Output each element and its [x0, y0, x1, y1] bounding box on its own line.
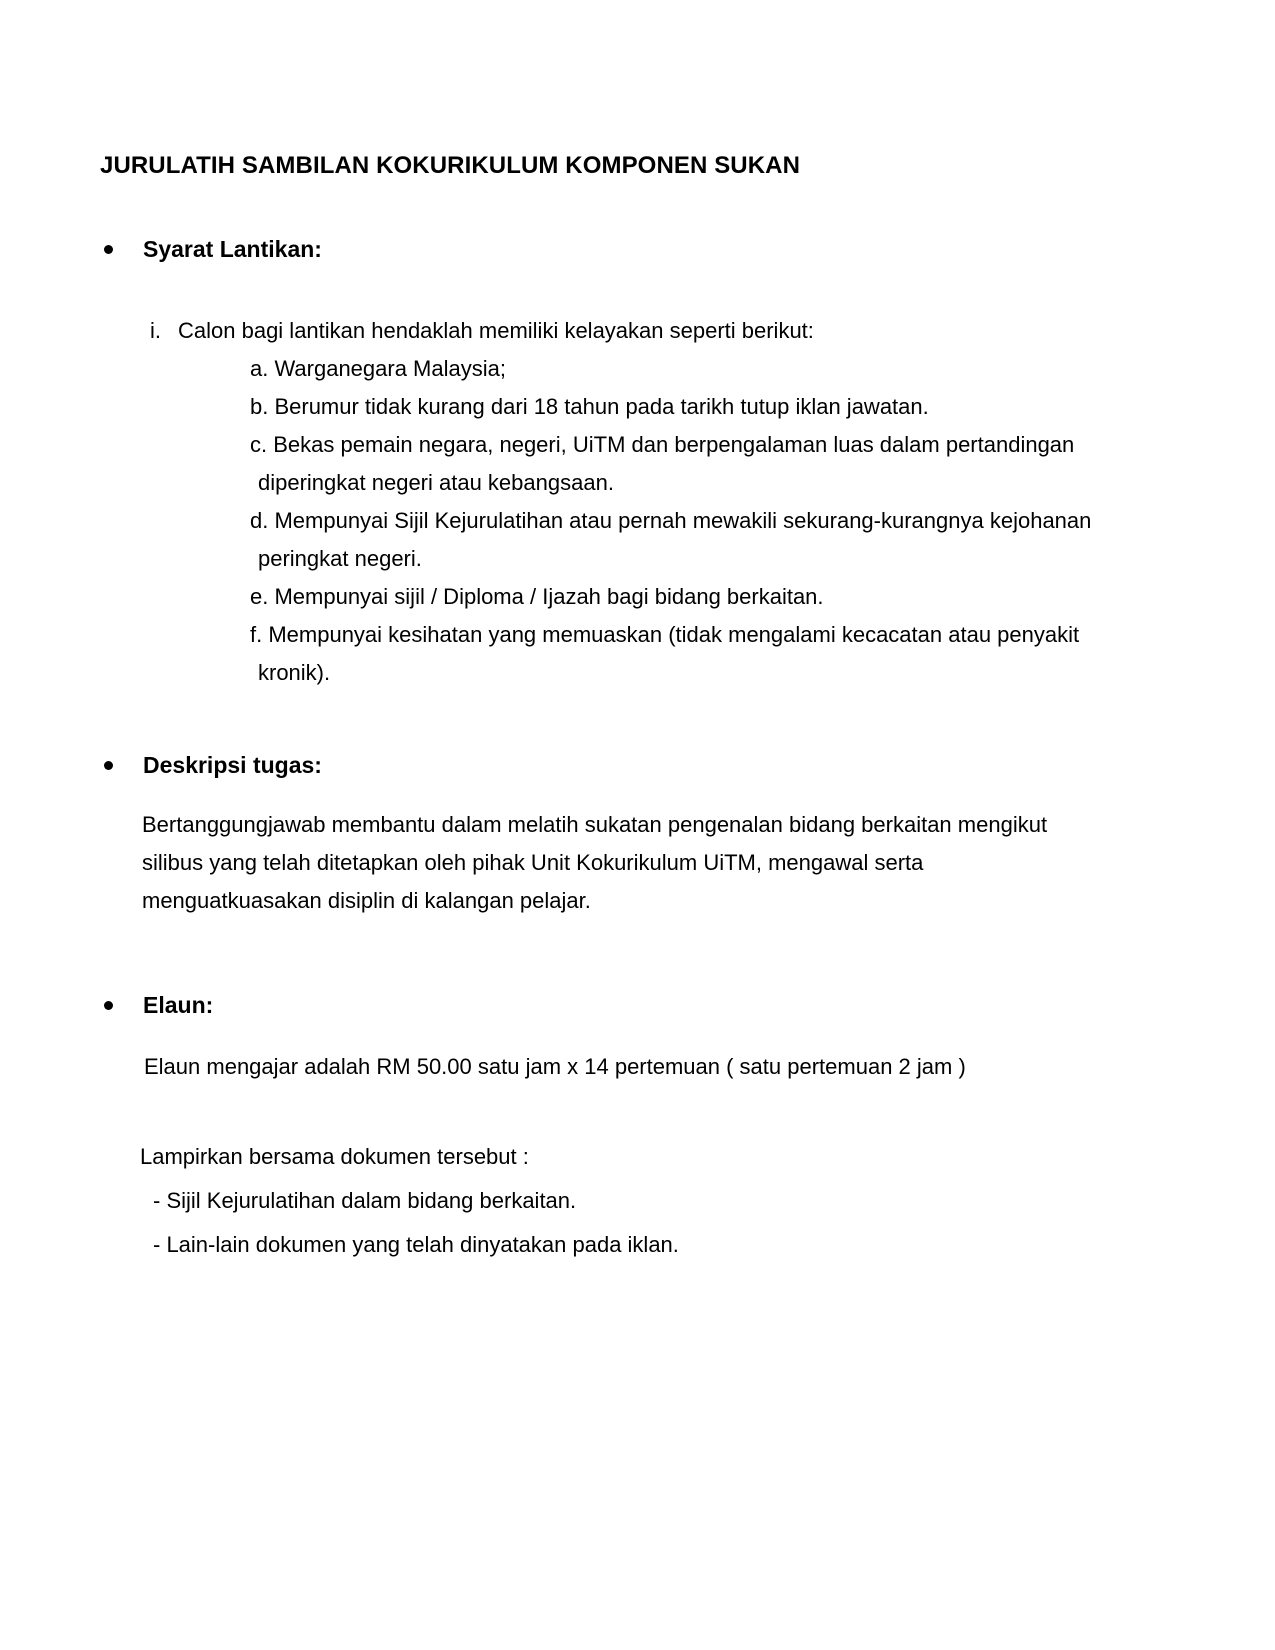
criteria-line-e: e. Mempunyai sijil / Diploma / Ijazah bagi bidang berkaitan. [250, 584, 824, 609]
criteria-line-c: c. Bekas pemain negara, negeri, UiTM dan berpengalaman luas dalam pertandingan [250, 432, 1075, 457]
section-heading-label: Elaun: [143, 992, 214, 1018]
bullet-icon [104, 245, 113, 254]
document-title: JURULATIH SAMBILAN KOKURIKULUM KOMPONEN SUKAN [100, 152, 801, 179]
paragraph-line: silibus yang telah ditetapkan oleh pihak Unit Kokurikulum UiTM, mengawal serta [142, 850, 924, 875]
attachment-item: - Sijil Kejurulatihan dalam bidang berkaitan. [153, 1188, 577, 1213]
attachment-item: - Lain-lain dokumen yang telah dinyatakan pada iklan. [153, 1232, 679, 1257]
criteria-line-d-cont: peringkat negeri. [258, 546, 422, 571]
criteria-line-d: d. Mempunyai Sijil Kejurulatihan atau pernah mewakili sekurang-kurangnya kejohanan [250, 508, 1092, 533]
section-heading-deskripsi-tugas [104, 746, 322, 784]
attachments-list [153, 1179, 679, 1267]
criteria-line-f-cont: kronik). [258, 660, 331, 685]
section-heading-label: Syarat Lantikan: [143, 236, 322, 262]
requirement-intro-text: Calon bagi lantikan hendaklah memiliki kelayakan seperti berikut: [178, 318, 814, 343]
criteria-line-c-cont: diperingkat negeri atau kebangsaan. [258, 470, 614, 495]
criteria-line-a: a. Warganegara Malaysia; [250, 356, 506, 381]
list-marker-roman-i: i. [150, 318, 161, 343]
attachments-intro: Lampirkan bersama dokumen tersebut : [140, 1144, 529, 1169]
bullet-icon [104, 1001, 113, 1010]
section-heading-label: Deskripsi tugas: [143, 752, 322, 778]
criteria-line-f: f. Mempunyai kesihatan yang memuaskan (tidak mengalami kecacatan atau penyakit [250, 622, 1080, 647]
job-description-paragraph [142, 806, 1142, 920]
requirement-intro-line [150, 312, 814, 350]
allowance-text: Elaun mengajar adalah RM 50.00 satu jam x 14 pertemuan ( satu pertemuan 2 jam ) [144, 1054, 966, 1079]
criteria-list [250, 350, 1091, 692]
criteria-line-b: b. Berumur tidak kurang dari 18 tahun pada tarikh tutup iklan jawatan. [250, 394, 929, 419]
paragraph-line: Bertanggungjawab membantu dalam melatih sukatan pengenalan bidang berkaitan mengikut [142, 812, 1048, 837]
section-heading-syarat-lantikan [104, 230, 322, 268]
bullet-icon [104, 761, 113, 770]
section-heading-elaun [104, 986, 213, 1024]
paragraph-line: menguatkuasakan disiplin di kalangan pelajar. [142, 888, 591, 913]
